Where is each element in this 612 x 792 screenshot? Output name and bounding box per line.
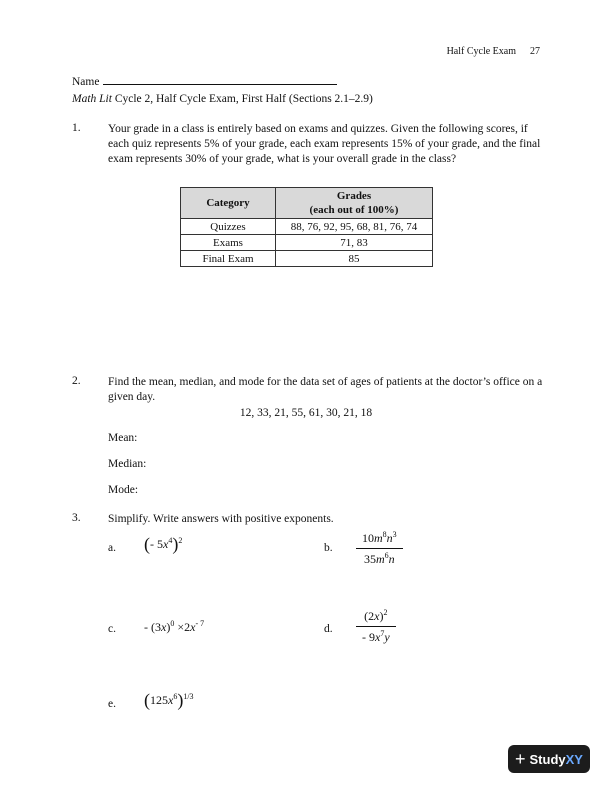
q3e-label: e. — [108, 698, 116, 710]
q3b-den-coef: 35m — [364, 552, 385, 566]
q3b-label: b. — [324, 542, 333, 554]
table-row — [181, 219, 433, 235]
q3b-num-exp2: 3 — [392, 530, 397, 539]
q3d-den-var: y — [384, 630, 390, 644]
q3d-num-exp: 2 — [383, 608, 388, 617]
course-details: Cycle 2, Half Cycle Exam, First Half (Sections 2.1–2.9) — [111, 93, 373, 105]
q3c-mid: ×2x — [174, 620, 196, 634]
studyxy-badge[interactable] — [508, 745, 590, 773]
q3c-exp0: 0 — [170, 619, 175, 628]
q2-text: Find the mean, median, and mode for the data set of ages of patients at the doctor’s office on a given day. — [108, 376, 543, 403]
grades-header — [276, 188, 433, 219]
q3c-pre: - (3x) — [144, 620, 171, 634]
course-title — [72, 93, 373, 105]
plus-icon: + — [515, 749, 526, 769]
q2-number: 2. — [72, 375, 81, 387]
page-header — [447, 46, 540, 57]
badge-text: StudyXY — [529, 751, 583, 767]
q3a-inner-exp: 4 — [168, 536, 173, 545]
q3e-outer-exp: 1/3 — [183, 692, 194, 701]
q3d-label: d. — [324, 623, 333, 635]
q3e-expression: $(125x^6)^{1/3}$ — [144, 690, 194, 710]
name-blank-line — [103, 73, 337, 85]
q3d-den-pre: - 9x — [362, 630, 381, 644]
page-number: 27 — [530, 46, 540, 57]
median-label: Median: — [108, 458, 147, 470]
header-title: Half Cycle Exam — [446, 46, 516, 57]
q3b-num-exp1: 8 — [382, 530, 387, 539]
q3-text: Simplify. Write answers with positive exponents. — [108, 513, 334, 525]
q3a-base: - 5x — [150, 537, 169, 551]
table-row — [181, 235, 433, 251]
q3a-label: a. — [108, 542, 116, 554]
name-label: Name — [72, 76, 100, 88]
q3b-den-exp1: 6 — [384, 551, 389, 560]
grades-table — [180, 187, 433, 267]
q3b-expression — [356, 530, 403, 567]
q3d-den-exp: 7 — [380, 629, 385, 638]
table-cell-grades: 71, 83 — [276, 235, 433, 251]
mode-label: Mode: — [108, 484, 139, 496]
table-header-row — [181, 188, 433, 219]
table-cell-category: Final Exam — [181, 251, 276, 267]
table-cell-category: Quizzes — [181, 219, 276, 235]
q3c-exp7: - 7 — [195, 619, 205, 628]
q3e-base: 125x — [150, 693, 174, 707]
name-field — [72, 73, 337, 88]
table-row — [181, 251, 433, 267]
table-cell-grades: 88, 76, 92, 95, 68, 81, 76, 74 — [276, 219, 433, 235]
q1-number: 1. — [72, 122, 81, 134]
grades-header-line2: (each out of 100%) — [309, 204, 399, 216]
q1-text: Your grade in a class is entirely based on exams and quizzes. Given the following scores, if each quiz represents 5% of your grade, each exam represents 15% of your grade, and the final exam represents 30% of your grade, what is your overall grade in the class? — [108, 123, 541, 165]
category-header: Category — [181, 188, 276, 219]
q3-number: 3. — [72, 512, 81, 524]
q3b-den-var2: n — [388, 552, 395, 566]
q3c-expression — [144, 619, 204, 635]
q2-dataset: 12, 33, 21, 55, 61, 30, 21, 18 — [239, 407, 373, 419]
q3c-label: c. — [108, 623, 116, 635]
mean-label: Mean: — [108, 432, 138, 444]
grades-header-line1: Grades — [336, 190, 372, 202]
table-cell-grades: 85 — [276, 251, 433, 267]
q3a-outer-exp: 2 — [178, 536, 183, 545]
q3b-num-coef: 10m — [362, 531, 383, 545]
course-name: Math Lit — [72, 93, 112, 105]
table-cell-category: Exams — [181, 235, 276, 251]
q3e-inner-exp: 6 — [173, 692, 178, 701]
q3a-expression: (- $5x^4)^2$ — [144, 534, 183, 554]
q3d-expression — [356, 608, 396, 645]
q3b-num-var2: n — [386, 531, 393, 545]
q3d-num: (2x) — [364, 609, 384, 623]
